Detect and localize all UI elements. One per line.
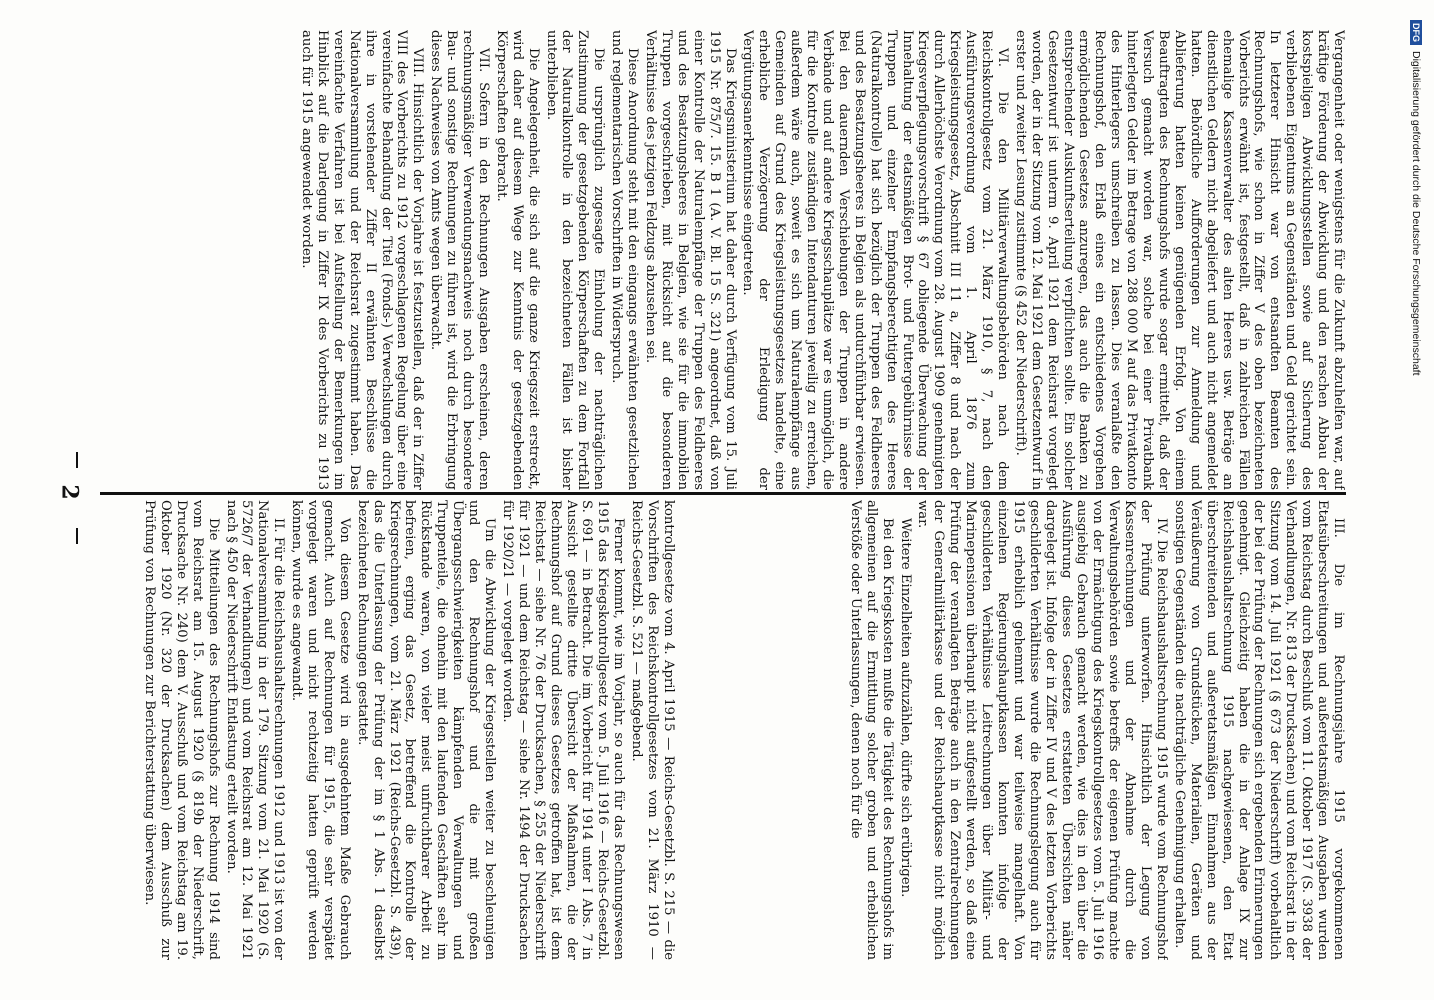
paragraph: Diese Anordnung steht mit den eingangs erwähnten gesetzlichen und reglementarischen Vorschriften in Widerspruch. xyxy=(609,30,641,490)
digitization-note: Digitalisierung gefördert durch die Deutsche Forschungsgemeinschaft xyxy=(1410,51,1422,376)
paragraph: Ferner kommt, wie im Vorjahr, so auch für das Rechnungswesen 1915 das Kriegskontrollgesetz vom 5. Juli 1916 — Reichs-Gesetzbl. S. 691 — in Betracht. Die im Vorbericht für 1914 unter I Abs. 7 in Aussicht gestellte dritte Übersicht der Maßnahmen, die der Rechnungshof auf Grund dieses Gesetzes getroffen hat, ist dem Reichstat — siehe Nr. 76 der Drucksachen, § 255 der Niederschrift für 1921 — und dem Reichstag — siehe Nr. 1494 der Drucksachen für 1920/21 — vorgelegt worden. xyxy=(499,500,627,960)
paragraph: Die Angelegenheit, die sich auf die ganze Kriegszeit erstreckt, wird daher auf diesem Wege zur Kenntnis der gesetzgebenden Körperschaften gebracht. xyxy=(493,30,541,490)
digitization-credit xyxy=(1396,20,1434,980)
right-text-column-area xyxy=(1040,30,1340,968)
paragraph: II. Für die Reichshaushaltsrechnungen 1912 und 1913 ist von der Nationalversammlung in der 179. Sitzung vom 21. Mai 1920 (S. 5726/7 der Verhandlungen) und vom Reichsrat am 12. Mai 1921 nach § 450 der Niederschrift Entlastung erteilt worden. xyxy=(223,500,287,960)
paragraph: VII. Sofern in den Rechnungen Ausgaben erscheinen, deren rechnungsmäßiger Verwendungsnachweis noch durch besondere Bau- und sonstige Rechnungen zu führen ist, wird die Erbringung dieses Nachweises von Amts wegen überwacht. xyxy=(428,30,491,490)
paragraph: Vergangenheit oder wenigstens für die Zukunft abzuhelfen war, auf kräftige Förderung der Abwicklung und den raschen Abbau der kostspieligen Abwicklungsstellen sowie auf Sicherung des verbliebenen Eigentums an Gegenständen und Geld gerichtet sein. In letzterer Hinsicht war von entsandten Beamten des Rechnungshofs, wie schon in Ziffer V des oben bezeichneten Vorberichts erwähnt ist, festgestellt, daß in zahlreichen Fällen ehemalige Kassenverwalter des alten Heeres usw. Beträge an dienstlichen Geldern nicht abgeliefert und auch nicht angemeldet hatten. Behördliche Aufforderungen zur Anmeldung und Ablieferung hatten keinen genügenden Erfolg. Von einem Beauftragten des Rechnungshofs wurde sogar ermittelt, daß der Versuch gemacht worden war, solche bei einer Privatbank hinterlegten Gelder im Betrage von 288 000 M auf das Privatkonto des Hinterlegers umschreiben zu lassen. Dies veranlaßte den Rechnungshof, den Erlaß eines ein entschiedenes Vorgehen ermöglichenden Gesetzes anzuregen, das auch die Banken zu entsprechender Auskunftserteilung verpflichten sollte. Ein solcher Gesetzentwurf ist unterm 9. April 1921 dem Reichsrat vorgelegt worden, der in der Sitzung vom 12. Mai 1921 dem Gesetzentwurf in erster und zweiter Lesung zustimmte (§ 452 der Niederschrift). xyxy=(1012,30,1346,490)
page-number-text: 2 xyxy=(57,484,83,500)
digitization-credit-line xyxy=(1396,20,1434,980)
paragraph: Die Mitteilungen des Rechnungshofs zur Rechnung 1914 sind vom Reichsrat am 15. August 1920 (§ 819b der Niederschrift, Drucksache Nr. 240) dem V. Ausschuß und vom Reichstag am 19. Oktober 1920 (Nr. 320 der Drucksachen) dem Ausschuß zur Prüfung von Rechnungen zur Berichterstattung überwiesen. xyxy=(142,500,221,960)
paragraph: VI. Die den Militärverwaltungsbehörden nach dem Reichskontrollgesetz vom 21. März 1910, § 7, nach den Ausführungsverordnung vom 1. April 1876 zum Kriegsleistungsgesetz, Abschnitt III 11 a, Ziffer 8 und nach der durch Allerhöchste Verordnung vom 28. August 1909 genehmigten Kriegsverpflegungsvorschrift § 67 obliegende Überwachung der Innehaltung der etatsmäßigen Brot- und Futtergebührnisse der Truppen und einzelner Empfangsberechtigten des Heeres (Naturalkontrolle) hat sich bezüglich der Truppen des Feldheeres und des Besatzungsheeres in Belgien als undurchführbar erwiesen. Bei den dauernden Verschiebungen der Truppen in andere Verbände und auf andere Kriegsschauplätze war es unmöglich, die für die Kontrolle zuständigen Intendanturen jeweilig zu erreichen, außerdem wäre auch, soweit es sich um Naturalempfänge aus Gemeinden auf Grund des Kriegsleistungsgesetzes handelte, eine erhebliche Verzögerung der Erledigung der Vergütungsanerkenntnisse eingetreten. xyxy=(740,30,1010,490)
paragraph: VIII. Hinsichtlich der Vorjahre ist festzustellen, daß der in Ziffer VIII des Vorberichts zu 1912 vorgeschlagenen Regelung über eine vereinfachte Behandlung der Titel (Fonds-) Verwechslungen durch ihre in vorstehender Ziffer II erwähnten Beschlüsse die Nationalversammlung und der Reichsrat zugestimmt haben. Das vereinfachte Verfahren ist bei Aufstellung der Bemerkungen im Hinblick auf die Darlegung in Ziffer IX des Vorberichts zu 1913 auch für 1915 angewendet worden. xyxy=(299,30,426,490)
paragraph: Von diesem Gesetze wird in ausgedehntem Maße Gebrauch gemacht. Auch auf Rechnungen für 1915, die sehr verspätet vorgelegt waren und nicht rechtzeitig hatten geprüft werden können, wurde es angewandt. xyxy=(289,500,352,960)
column-divider-rule xyxy=(100,492,1346,495)
paragraph: III. Die im Rechnungsjahre 1915 vorgekommenen Etatsüberschreitungen und außeretatsmäßigen Ausgaben wurden vom Reichstag durch Beschluß vom 11. Oktober 1917 (S. 3938 der Verhandlungen, Nr. 813 der Drucksachen) und vom Reichsrat in der Sitzung vom 14. Juli 1921 (§ 673 der Niederschrift) vorbehaltlich der bei der Prüfung der Rechnungen sich ergebenden Erinnerungen genehmigt. Gleichzeitig haben die in der Anlage IX zur Reichshaushaltsrechnung 1915 nachgewiesenen, den Etat überschreitenden und außeretatsmäßigen Einnahmen aus der Veräußerung von Grundstücken, Materialien, Geräten und sonstigen Gegenständen die nachträgliche Genehmigung erhalten. xyxy=(1171,500,1346,960)
dfg-logo: DFG xyxy=(1410,20,1422,45)
page-number-dash xyxy=(76,528,78,544)
paragraph: Weitere Einzelheiten aufzuzählen, dürfte sich erübrigen. xyxy=(897,518,913,898)
paragraph: Bei den Kriegskosten mußte die Tätigkeit des Rechnungshofs im allgemeinen auf die Ermittlung solcher groben und erheblichen Verstöße oder Unterlassungen, denen noch für die xyxy=(847,500,895,960)
paragraph: Das Kriegsministerium hat daher durch Verfügung vom 15. Juli 1915 Nr. 875/7. 15. B 1 (A. V. Bl. 15 S. 321) angeordnet, daß von einer Kontrolle der Naturalempfänge der Truppen des Feldheeres und des Besatzungsheeres in Belgien, wie sie für die immobilen Truppen vorgeschrieben, mit Rücksicht auf die besonderen Verhältnisse des jetzigen Feldzugs abzusehen sei. xyxy=(643,30,738,490)
paragraph: kontrollgesetze vom 4. April 1915 — Reichs-Gesetzbl. S. 215 — die Vorschriften des Reichskontrollgesetzes vom 21. März 1910 — Reichs-Gesetzbl. S. 521 — maßgebend. xyxy=(629,500,676,960)
paragraph: IV. Die Reichshaushaltsrechnung 1915 wurde vom Rechnungshof der Prüfung unterworfen. Hinsichtlich der Legung von Kassenrechnungen und der Abnahme durch die Verwaltungsbehörden sowie betreffs der eigenen Prüfung machte von der Ermächtigung des Kriegskontrollgesetzes vom 5. Juli 1916 ausgiebig Gebrauch gemacht werden, wie dies in den über die Ausführung dieses Gesetzes erstatteten Übersichten näher dargelegt ist. Infolge der in Ziffer IV und V des letzten Vorberichts geschilderten Verhältnisse wurde die Rechnungslegung auch für 1915 erheblich gehemmt und war teilweise mangelhaft. Von einzelnen Regierungshauptkassen konnten infolge der geschilderten Verhältnisse Leitrechnungen über Militär- und Marinepensionen überhaupt nicht aufgestellt werden, so daß eine Prüfung der veranlagten Beträge auch in den Zentralrechnungen der Generalmilitärkasse und der Reichshauptkasse nicht möglich war. xyxy=(915,500,1170,960)
left-text-block xyxy=(86,500,676,960)
paragraph: Um die Abwicklung der Kriegsstellen weiter zu beschleunigen und den Rechnungshof und die mit großen Übergangsschwierigkeiten kämpfenden Verwaltungen und Truppenteile, die ohnehin mit den laufenden Geschäften sehr im Rückstande waren, von vieler meist unfruchtbarer Arbeit zu befreien, erging das Gesetz, betreffend die Kontrolle der Kriegsrechnungen, vom 21. März 1921 (Reichs-Gesetzbl. S. 439), das die Unterlassung der Prüfung der im § 1 Abs. 1 daselbst bezeichneten Rechnungen gestattet. xyxy=(354,500,498,960)
page-number-dash xyxy=(76,452,78,468)
left-text-column xyxy=(86,500,676,960)
paragraph: Die ursprünglich zugesagte Einholung der nachträglichen Zustimmung der gesetzgebenden Körperschaften zu dem Fortfall der Naturalkontrolle in den bezeichneten Fällen ist bisher unterblieben. xyxy=(543,30,607,490)
page-number xyxy=(40,472,100,512)
